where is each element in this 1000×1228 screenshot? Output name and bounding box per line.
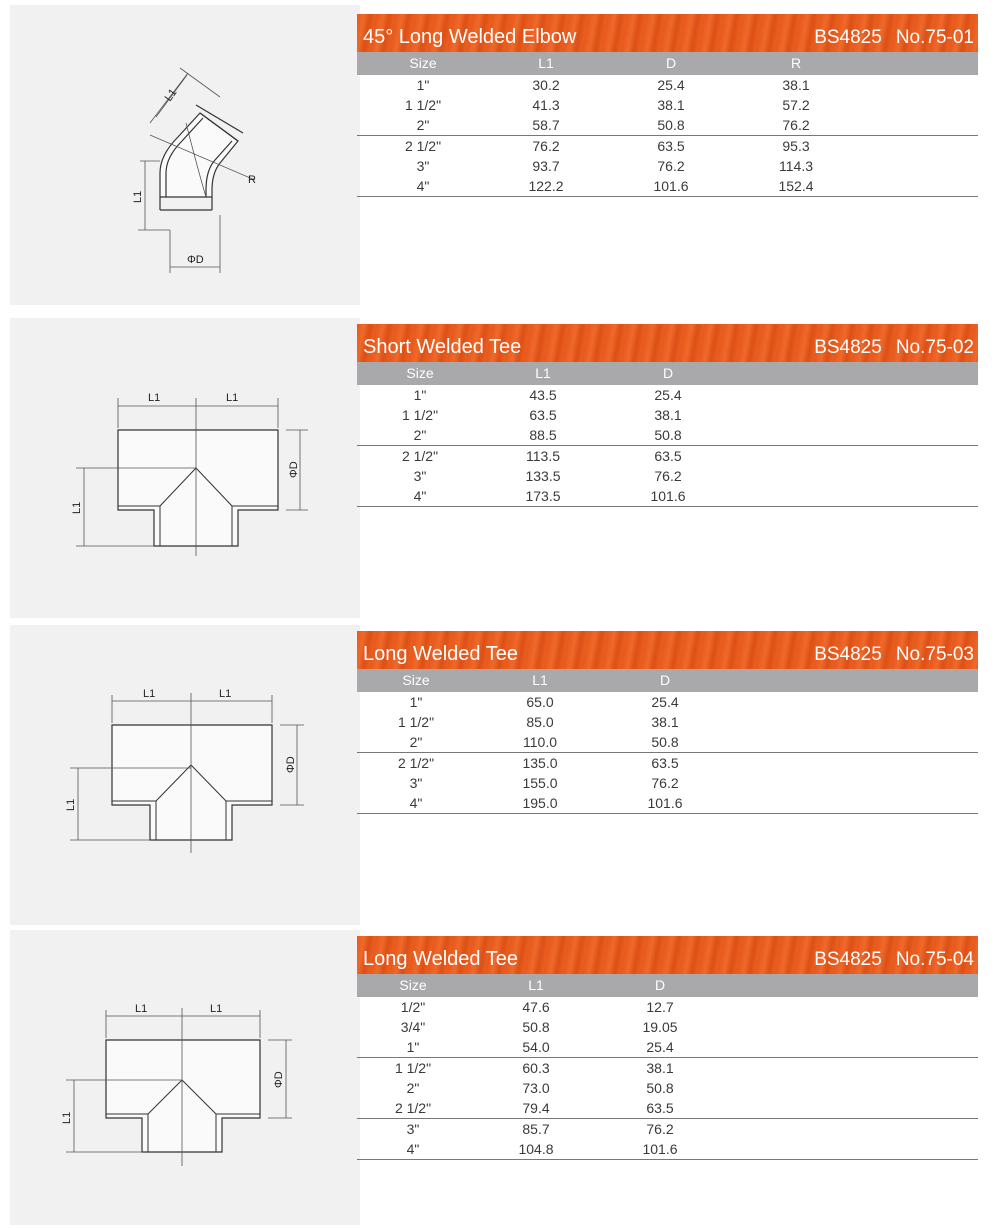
table-row — [357, 486, 978, 507]
d-cell: 101.6 — [650, 488, 686, 504]
r-cell: 38.1 — [782, 77, 810, 93]
table-row — [357, 405, 978, 425]
table-row — [357, 385, 978, 405]
elbow-l1-side-label: L1 — [132, 190, 144, 203]
size-cell: 3/4" — [400, 1019, 426, 1035]
d-cell: 76.2 — [654, 468, 682, 484]
d-cell: 12.7 — [646, 999, 674, 1015]
d-cell: 25.4 — [646, 1039, 674, 1055]
table-header — [357, 974, 978, 997]
table-row — [357, 712, 978, 732]
l1-cell: 122.2 — [528, 178, 564, 194]
size-cell: 4" — [409, 795, 423, 811]
l1-cell: 173.5 — [525, 488, 561, 504]
table-body — [357, 75, 978, 197]
size-cell: 2 1/2" — [404, 138, 442, 154]
column-header-l1: L1 — [528, 977, 544, 993]
l1-cell: 41.3 — [532, 97, 560, 113]
elbow-diagram — [10, 5, 360, 305]
column-header-d: D — [654, 977, 666, 993]
table-row — [357, 176, 978, 197]
d-cell: 63.5 — [657, 138, 685, 154]
d-cell: 50.8 — [651, 734, 679, 750]
d-cell: 25.4 — [651, 694, 679, 710]
d-cell: 76.2 — [651, 775, 679, 791]
table-header — [357, 669, 978, 692]
l1-cell: 155.0 — [522, 775, 558, 791]
l1-cell: 133.5 — [525, 468, 561, 484]
section-code — [800, 337, 974, 359]
d-cell: 76.2 — [657, 158, 685, 174]
section-code — [800, 949, 974, 971]
standard-label: BS4825 — [814, 27, 882, 48]
r-cell: 152.4 — [778, 178, 814, 194]
l1-cell: 110.0 — [523, 734, 557, 750]
section-title: 45° Long Welded Elbow — [363, 26, 577, 48]
size-cell: 1" — [409, 694, 423, 710]
section-banner — [357, 324, 978, 362]
d-cell: 76.2 — [646, 1121, 674, 1137]
table-row — [357, 425, 978, 446]
size-cell: 1 1/2" — [404, 97, 442, 113]
section-title: Long Welded Tee — [363, 643, 518, 665]
l1-cell: 43.5 — [529, 387, 557, 403]
elbow-l1-top-label: L1 — [162, 86, 180, 104]
l1-cell: 93.7 — [532, 158, 560, 174]
r-cell: 57.2 — [782, 97, 810, 113]
table-body — [357, 997, 978, 1160]
r-cell: 114.3 — [779, 158, 813, 174]
d-cell: 63.5 — [646, 1100, 674, 1116]
d-cell: 63.5 — [654, 448, 682, 464]
long-tee-d-label: ΦD — [285, 756, 297, 773]
size-cell: 1 1/2" — [394, 1060, 432, 1076]
table-row — [357, 1037, 978, 1058]
section-banner — [357, 14, 978, 52]
section-title: Long Welded Tee — [363, 948, 518, 970]
d-cell: 50.8 — [654, 427, 682, 443]
table-row — [357, 692, 978, 712]
l1-cell: 195.0 — [522, 795, 558, 811]
table-row — [357, 1139, 978, 1160]
table-row — [357, 115, 978, 136]
table-body — [357, 385, 978, 507]
section-long-welded-tee — [357, 631, 978, 814]
table-row — [357, 793, 978, 814]
l1-cell: 88.5 — [529, 427, 557, 443]
l1-cell: 47.6 — [522, 999, 550, 1015]
column-header-l1: L1 — [538, 55, 554, 71]
elbow-d-label: ΦD — [187, 254, 204, 266]
long-tee-small-d-label: ΦD — [273, 1071, 285, 1088]
standard-label: BS4825 — [814, 337, 882, 358]
table-row — [357, 136, 978, 156]
column-header-size: Size — [399, 977, 427, 993]
drawing-panel-long-tee — [10, 625, 360, 925]
part-number: No.75-01 — [895, 27, 974, 48]
standard-label: BS4825 — [814, 644, 882, 665]
size-cell: 3" — [413, 468, 427, 484]
section-long-welded-tee-small — [357, 936, 978, 1160]
elbow-r-label: R — [248, 174, 256, 186]
l1-cell: 58.7 — [532, 117, 560, 133]
l1-cell: 135.0 — [522, 755, 558, 771]
drawing-panel-elbow — [10, 5, 360, 305]
size-cell: 1 1/2" — [401, 407, 439, 423]
d-cell: 101.6 — [647, 795, 683, 811]
table-row — [357, 1119, 978, 1139]
column-header-l1: L1 — [532, 672, 548, 688]
l1-cell: 73.0 — [522, 1080, 550, 1096]
d-cell: 25.4 — [657, 77, 685, 93]
l1-cell: 60.3 — [522, 1060, 550, 1076]
long-tee-l1-right-label: L1 — [219, 688, 232, 700]
part-number: No.75-04 — [895, 949, 974, 970]
d-cell: 63.5 — [651, 755, 679, 771]
size-cell: 1 1/2" — [397, 714, 435, 730]
d-cell: 25.4 — [654, 387, 682, 403]
short-tee-l1-side-label: L1 — [71, 501, 83, 514]
long-tee-small-l1-right-label: L1 — [210, 1003, 223, 1015]
size-cell: 3" — [416, 158, 430, 174]
section-short-welded-tee — [357, 324, 978, 507]
size-cell: 3" — [406, 1121, 420, 1137]
size-cell: 1" — [406, 1039, 420, 1055]
d-cell: 38.1 — [654, 407, 682, 423]
section-code — [800, 27, 974, 49]
standard-label: BS4825 — [814, 949, 882, 970]
r-cell: 76.2 — [782, 117, 810, 133]
table-row — [357, 732, 978, 753]
l1-cell: 63.5 — [529, 407, 557, 423]
column-header-d: D — [665, 55, 677, 71]
table-row — [357, 446, 978, 466]
short-tee-l1-left-label: L1 — [148, 392, 161, 404]
l1-cell: 85.0 — [526, 714, 554, 730]
short-tee-diagram — [10, 318, 360, 618]
l1-cell: 113.5 — [526, 448, 560, 464]
size-cell: 2 1/2" — [397, 755, 435, 771]
part-number: No.75-02 — [895, 337, 974, 358]
l1-cell: 76.2 — [532, 138, 560, 154]
l1-cell: 85.7 — [522, 1121, 550, 1137]
size-cell: 1/2" — [400, 999, 426, 1015]
table-row — [357, 1098, 978, 1119]
size-cell: 2" — [416, 117, 430, 133]
size-cell: 1" — [416, 77, 430, 93]
table-body — [357, 692, 978, 814]
d-cell: 38.1 — [651, 714, 679, 730]
d-cell: 50.8 — [657, 117, 685, 133]
column-header-size: Size — [406, 365, 434, 381]
d-cell: 101.6 — [653, 178, 689, 194]
l1-cell: 30.2 — [532, 77, 560, 93]
l1-cell: 50.8 — [522, 1019, 550, 1035]
size-cell: 2" — [409, 734, 423, 750]
l1-cell: 65.0 — [526, 694, 554, 710]
table-row — [357, 466, 978, 486]
column-header-size: Size — [402, 672, 430, 688]
section-banner — [357, 936, 978, 974]
size-cell: 2 1/2" — [394, 1100, 432, 1116]
short-tee-l1-right-label: L1 — [226, 392, 239, 404]
table-row — [357, 1017, 978, 1037]
size-cell: 4" — [416, 178, 430, 194]
d-cell: 38.1 — [646, 1060, 674, 1076]
table-row — [357, 95, 978, 115]
table-row — [357, 773, 978, 793]
d-cell: 19.05 — [642, 1019, 678, 1035]
table-header — [357, 362, 978, 385]
table-row — [357, 75, 978, 95]
table-row — [357, 156, 978, 176]
size-cell: 2" — [413, 427, 427, 443]
short-tee-d-label: ΦD — [288, 461, 300, 478]
long-tee-small-l1-left-label: L1 — [135, 1003, 148, 1015]
section-title: Short Welded Tee — [363, 336, 522, 358]
size-cell: 4" — [413, 488, 427, 504]
section-long-welded-elbow — [357, 14, 978, 197]
column-header-size: Size — [409, 55, 437, 71]
column-header-d: D — [659, 672, 671, 688]
table-row — [357, 997, 978, 1017]
table-header — [357, 52, 978, 75]
drawing-panel-long-tee-small — [10, 930, 360, 1225]
l1-cell: 54.0 — [522, 1039, 550, 1055]
d-cell: 50.8 — [646, 1080, 674, 1096]
table-row — [357, 1058, 978, 1078]
l1-cell: 79.4 — [522, 1100, 550, 1116]
table-row — [357, 753, 978, 773]
d-cell: 101.6 — [642, 1141, 678, 1157]
r-cell: 95.3 — [782, 138, 810, 154]
size-cell: 3" — [409, 775, 423, 791]
size-cell: 1" — [413, 387, 427, 403]
l1-cell: 104.8 — [518, 1141, 554, 1157]
long-tee-l1-left-label: L1 — [143, 688, 156, 700]
drawing-panel-short-tee — [10, 318, 360, 618]
size-cell: 4" — [406, 1141, 420, 1157]
long-tee-diagram — [10, 625, 360, 925]
d-cell: 38.1 — [657, 97, 685, 113]
column-header-r: R — [790, 55, 802, 71]
section-banner — [357, 631, 978, 669]
long-tee-small-l1-side-label: L1 — [61, 1111, 73, 1124]
long-tee-small-diagram — [10, 930, 360, 1225]
part-number: No.75-03 — [895, 644, 974, 665]
table-row — [357, 1078, 978, 1098]
column-header-l1: L1 — [535, 365, 551, 381]
long-tee-l1-side-label: L1 — [65, 798, 77, 811]
section-code — [800, 644, 974, 666]
column-header-d: D — [662, 365, 674, 381]
size-cell: 2 1/2" — [401, 448, 439, 464]
size-cell: 2" — [406, 1080, 420, 1096]
